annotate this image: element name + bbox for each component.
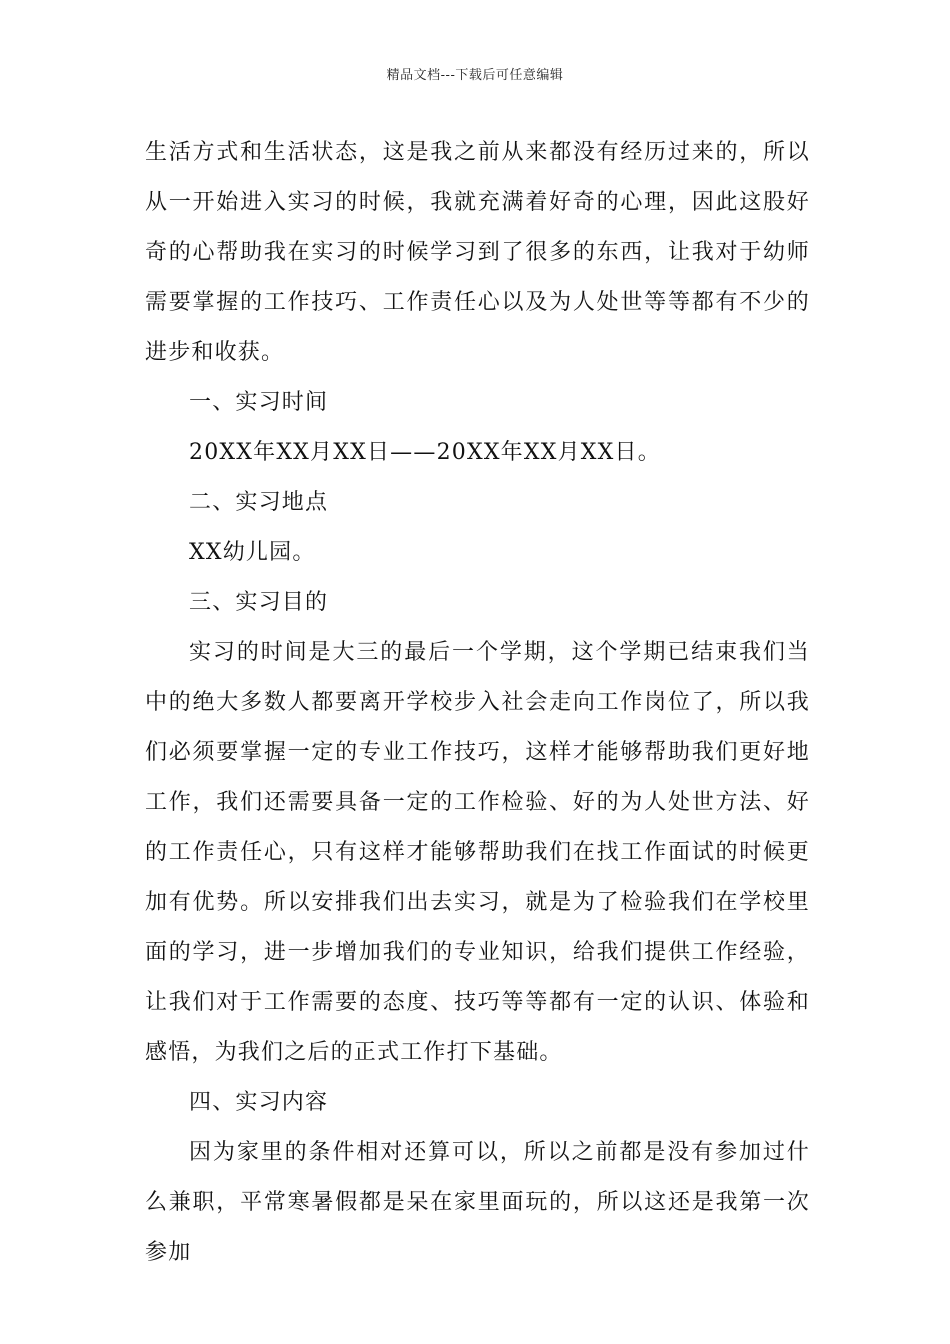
paragraph-content: 因为家里的条件相对还算可以，所以之前都是没有参加过什么兼职，平常寒暑假都是呆在家里面玩的，所以这还是我第一次参加 bbox=[145, 1140, 810, 1265]
paragraph-location: XX幼儿园。 bbox=[189, 540, 316, 565]
document-body bbox=[145, 128, 810, 1278]
paragraph-continued: 生活方式和生活状态，这是我之前从来都没有经历过来的，所以从一开始进入实习的时候，我就充满着好奇的心理，因此这股好奇的心帮助我在实习的时候学习到了很多的东西，让我对于幼师需要掌握的工作技巧、工作责任心以及为人处世等等都有不少的进步和收获。 bbox=[145, 140, 810, 365]
page-header: 精品文档---下载后可任意编辑 bbox=[386, 68, 564, 83]
paragraph-time: 20XX年XX月XX日——20XX年XX月XX日。 bbox=[189, 440, 661, 465]
paragraph-purpose: 实习的时间是大三的最后一个学期，这个学期已结束我们当中的绝大多数人都要离开学校步入社会走向工作岗位了，所以我们必须要掌握一定的专业工作技巧，这样才能够帮助我们更好地工作，我们还需要具备一定的工作检验、好的为人处世方法、好的工作责任心，只有这样才能够帮助我们在找工作面试的时候更加有优势。所以安排我们出去实习，就是为了检验我们在学校里面的学习，进一步增加我们的专业知识，给我们提供工作经验，让我们对于工作需要的态度、技巧等等都有一定的认识、体验和感悟，为我们之后的正式工作打下基础。 bbox=[145, 640, 810, 1065]
section-heading-location: 二、实习地点 bbox=[189, 490, 329, 515]
section-heading-content: 四、实习内容 bbox=[189, 1090, 329, 1115]
section-heading-purpose: 三、实习目的 bbox=[189, 590, 329, 615]
section-heading-time: 一、实习时间 bbox=[189, 390, 329, 415]
